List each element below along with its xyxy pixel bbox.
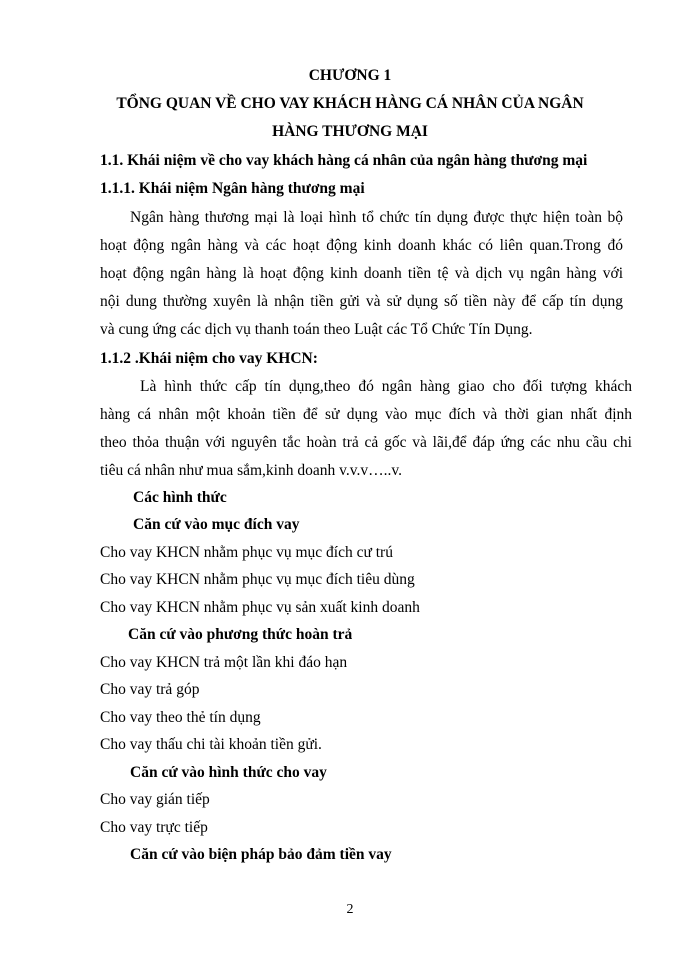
chapter-title-line-1: TỔNG QUAN VỀ CHO VAY KHÁCH HÀNG CÁ NHÂN CỦA NGÂN — [116, 95, 584, 112]
paragraph-line: Ngân hàng thương mại là loại hình tổ chức tín dụng được thực hiện toàn bộ — [130, 209, 623, 226]
paragraph-line: hoạt động ngân hàng là hoạt động kinh doanh tiền tệ và dịch vụ ngân hàng với — [100, 265, 623, 282]
chapter-title-line-2: HÀNG THƯƠNG MẠI — [272, 123, 428, 140]
by-security-heading: Căn cứ vào biện pháp bảo đảm tiền vay — [130, 846, 392, 863]
section-heading-1-1-2: 1.1.2 .Khái niệm cho vay KHCN: — [100, 350, 318, 367]
list-item: Cho vay theo thẻ tín dụng — [100, 709, 261, 726]
paragraph-line: hoạt động ngân hàng và các hoạt động kinh doanh khác có liên quan.Trong đó — [100, 237, 623, 254]
paragraph-line: hàng cá nhân một khoản tiền để sử dụng vào mục đích và thời gian nhất định — [100, 406, 632, 423]
list-item: Cho vay KHCN trả một lần khi đáo hạn — [100, 654, 348, 671]
paragraph-line: Là hình thức cấp tín dụng,theo đó ngân hàng giao cho đối tượng khách — [140, 378, 632, 395]
list-item: Cho vay KHCN nhằm phục vụ sản xuất kinh doanh — [100, 599, 420, 616]
paragraph-line: và cung ứng các dịch vụ thanh toán theo Luật các Tổ Chức Tín Dụng. — [100, 321, 533, 338]
section-heading-1-1: 1.1. Khái niệm về cho vay khách hàng cá nhân của ngân hàng thương mại — [100, 152, 588, 169]
list-item: Cho vay KHCN nhằm phục vụ mục đích cư trú — [100, 544, 393, 561]
list-item: Cho vay thấu chi tài khoản tiền gửi. — [100, 736, 322, 753]
list-item: Cho vay KHCN nhằm phục vụ mục đích tiêu dùng — [100, 571, 415, 588]
section-heading-1-1-1: 1.1.1. Khái niệm Ngân hàng thương mại — [100, 180, 365, 197]
list-item: Cho vay trả góp — [100, 681, 200, 698]
chapter-label: CHƯƠNG 1 — [308, 67, 392, 84]
paragraph-line: theo thỏa thuận với nguyên tắc hoàn trả cả gốc và lãi,để đáp ứng các nhu cầu chi — [100, 434, 632, 451]
forms-heading: Các hình thức — [133, 489, 227, 506]
paragraph-line: tiêu cá nhân như mua sắm,kinh doanh v.v.v…..v. — [100, 462, 402, 479]
by-form-heading: Căn cứ vào hình thức cho vay — [130, 764, 327, 781]
list-item: Cho vay trực tiếp — [100, 819, 208, 836]
paragraph-line: nội dung thường xuyên là nhận tiền gửi và sử dụng số tiền này để cấp tín dụng — [100, 293, 623, 310]
by-repayment-heading: Căn cứ vào phương thức hoàn trả — [128, 626, 353, 643]
page-number: 2 — [346, 902, 354, 917]
list-item: Cho vay gián tiếp — [100, 791, 210, 808]
by-purpose-heading: Căn cứ vào mục đích vay — [133, 516, 300, 533]
